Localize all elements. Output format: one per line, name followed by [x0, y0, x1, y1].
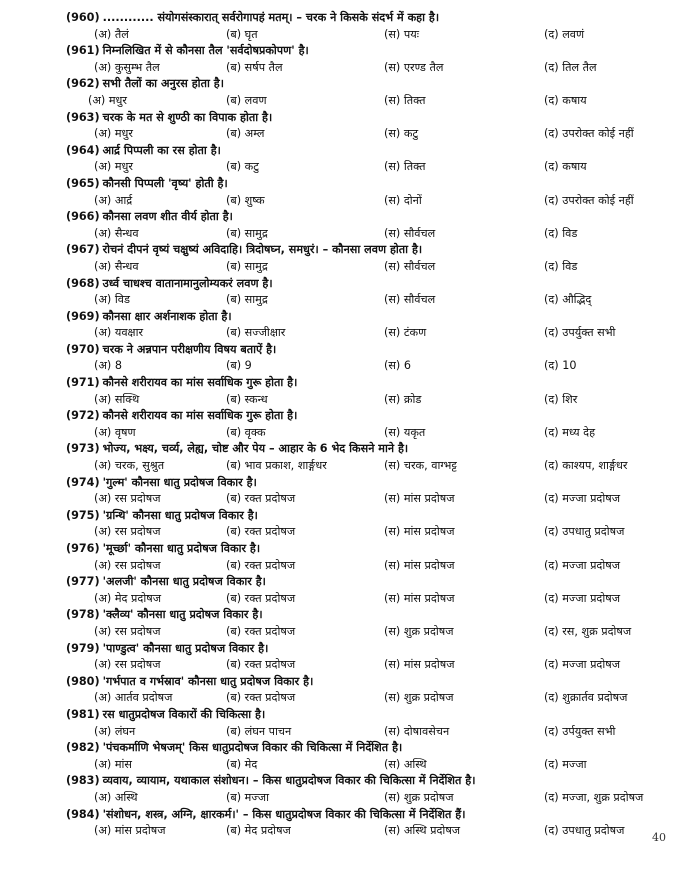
- option-b: (ब) रक्त प्रदोषज: [226, 691, 296, 705]
- option-c: (स) मांस प्रदोषज: [384, 558, 455, 572]
- question-number: (964): [66, 143, 100, 157]
- question-number: (978): [66, 608, 100, 622]
- option-a: (अ) मधुर: [94, 160, 133, 174]
- option-a: (अ) रस प्रदोषज: [94, 658, 161, 672]
- question-line: [66, 508, 666, 525]
- option-a: (अ) मधुर: [88, 93, 127, 107]
- option-c: (स) शुक्र प्रदोषज: [384, 790, 454, 804]
- question-line: [66, 641, 666, 658]
- options-row: [66, 757, 666, 774]
- option-c: (स) कटु: [384, 127, 419, 141]
- option-b: (ब) सामुद्र: [226, 293, 268, 307]
- question-item: [66, 176, 666, 209]
- options-row: [66, 259, 666, 276]
- option-b: (ब) सामुद्र: [226, 226, 268, 240]
- options-row: [66, 458, 666, 475]
- page-number: 40: [652, 831, 666, 844]
- question-line: [66, 176, 666, 193]
- options-row: [66, 591, 666, 608]
- option-c: (स) क्रोड: [384, 392, 422, 406]
- question-item: [66, 740, 666, 773]
- option-b: (ब) लवण: [226, 93, 267, 107]
- option-c: (स) मांस प्रदोषज: [384, 492, 455, 506]
- option-d: (द) विड: [544, 259, 578, 273]
- option-a: (अ) विड: [94, 293, 130, 307]
- option-d: (द) उपधातु प्रदोषज: [544, 824, 625, 838]
- question-text: निम्नलिखित में से कौनसा तैल 'सर्वदोषप्रकोपण' है।: [102, 44, 309, 58]
- option-d: (द) औद्भिद्: [544, 293, 592, 307]
- option-d: (द) मज्जा प्रदोषज: [544, 591, 621, 605]
- options-row: [66, 325, 666, 342]
- options-row: [66, 524, 666, 541]
- question-line: [66, 76, 666, 93]
- option-c: (स) मांस प्रदोषज: [384, 525, 455, 539]
- option-b: (ब) कटु: [226, 160, 259, 174]
- option-b: (ब) रक्त प्रदोषज: [226, 492, 296, 506]
- option-d: (द) मज्जा, शुक्र प्रदोषज: [544, 790, 644, 804]
- options-row: [66, 93, 666, 110]
- option-c: (स) यकृत: [384, 425, 426, 439]
- options-row: [66, 60, 666, 77]
- question-line: [66, 607, 666, 624]
- option-d: (द) मज्जा प्रदोषज: [544, 492, 621, 506]
- option-b: (ब) मेद: [226, 757, 258, 771]
- question-list: [66, 10, 666, 840]
- question-text: रोचनं दीपनं वृष्यं चक्षुष्यं अविदाहि। त्रिदोषघ्न, समधुरं। – कौनसा लवण होता है।: [102, 243, 423, 257]
- question-line: [66, 143, 666, 160]
- option-c: (स) एरण्ड तैल: [384, 60, 444, 74]
- question-text: आर्द्र पिप्पली का रस होता है।: [102, 143, 221, 157]
- option-d: (द) 10: [544, 359, 577, 373]
- option-b: (ब) घृत: [226, 27, 258, 41]
- question-number: (982): [66, 741, 100, 755]
- options-row: [66, 27, 666, 44]
- options-row: [66, 657, 666, 674]
- question-line: [66, 674, 666, 691]
- options-row: [66, 159, 666, 176]
- option-a: (अ) सैन्धव: [94, 226, 139, 240]
- question-line: [66, 740, 666, 757]
- question-text: चरक ने अन्नपान परीक्षणीय विषय बताऐं है।: [102, 342, 277, 356]
- option-a: (अ) अस्थि: [94, 790, 138, 804]
- question-text: 'गुल्म' कौनसा धातु प्रदोषज विकार है।: [102, 475, 257, 489]
- question-number: (975): [66, 508, 100, 522]
- question-item: [66, 408, 666, 441]
- question-item: [66, 773, 666, 806]
- option-c: (स) तिक्त: [384, 160, 426, 174]
- question-number: (984): [66, 807, 100, 821]
- question-line: [66, 342, 666, 359]
- options-row: [66, 558, 666, 575]
- option-a: (अ) सक्थि: [94, 392, 140, 406]
- question-number: (974): [66, 475, 100, 489]
- question-number: (970): [66, 342, 100, 356]
- question-text: रस धातुप्रदोषज विकारों की चिकित्सा है।: [102, 707, 266, 721]
- question-line: [66, 574, 666, 591]
- question-line: [66, 773, 666, 790]
- question-number: (968): [66, 276, 100, 290]
- option-d: (द) लवणं: [544, 27, 585, 41]
- option-a: (अ) रस प्रदोषज: [94, 492, 161, 506]
- question-item: [66, 76, 666, 109]
- question-text: कौनसा क्षार अर्शनाशक होता है।: [102, 309, 232, 323]
- question-line: [66, 441, 666, 458]
- option-a: (अ) रस प्रदोषज: [94, 525, 161, 539]
- question-text: 'ग्रन्थि' कौनसा धातु प्रदोषज विकार है।: [102, 508, 258, 522]
- question-line: [66, 807, 666, 824]
- question-item: [66, 309, 666, 342]
- option-b: (ब) 9: [226, 359, 252, 373]
- question-number: (962): [66, 77, 100, 91]
- option-b: (ब) रक्त प्रदोषज: [226, 558, 296, 572]
- question-number: (966): [66, 210, 100, 224]
- options-row: [66, 690, 666, 707]
- question-line: [66, 408, 666, 425]
- option-d: (द) मध्य देह: [544, 425, 596, 439]
- question-number: (979): [66, 641, 100, 655]
- question-item: [66, 508, 666, 541]
- question-item: [66, 607, 666, 640]
- option-d: (द) मज्जा प्रदोषज: [544, 558, 621, 572]
- question-item: [66, 475, 666, 508]
- question-item: [66, 342, 666, 375]
- option-b: (ब) अम्ल: [226, 127, 265, 141]
- question-number: (973): [66, 442, 100, 456]
- question-item: [66, 276, 666, 309]
- option-b: (ब) सज्जीक्षार: [226, 326, 286, 340]
- question-text: 'पंचकर्माणि भेषजम्' किस धातुप्रदोषज विकार की चिकित्सा में निर्देशित है।: [102, 741, 403, 755]
- question-item: [66, 674, 666, 707]
- question-item: [66, 110, 666, 143]
- option-c: (स) सौर्वचल: [384, 293, 436, 307]
- question-text: 'क्लैव्य' कौनसा धातु प्रदोषज विकार है।: [102, 608, 263, 622]
- option-d: (द) रस, शुक्र प्रदोषज: [544, 624, 632, 638]
- option-d: (द) शिर: [544, 392, 578, 406]
- option-a: (अ) आर्द्र: [94, 193, 133, 207]
- option-d: (द) मज्जा: [544, 757, 587, 771]
- question-number: (965): [66, 176, 100, 190]
- question-item: [66, 10, 666, 43]
- option-c: (स) अस्थि: [384, 757, 427, 771]
- option-c: (स) सौर्वचल: [384, 259, 436, 273]
- option-a: (अ) रस प्रदोषज: [94, 624, 161, 638]
- options-row: [66, 292, 666, 309]
- option-b: (ब) शुष्क: [226, 193, 265, 207]
- option-c: (स) 6: [384, 359, 411, 373]
- question-text: 'मूर्च्छा' कौनसा धातु प्रदोषज विकार है।: [102, 542, 261, 555]
- question-text: कौनसा लवण शीत वीर्य होता है।: [102, 210, 233, 224]
- question-item: [66, 209, 666, 242]
- question-text: चरक के मत से शुण्ठी का विपाक होता है।: [102, 110, 273, 124]
- question-item: [66, 541, 666, 574]
- option-c: (स) तिक्त: [384, 93, 426, 107]
- question-line: [66, 707, 666, 724]
- option-b: (ब) सर्षप तैल: [226, 60, 283, 74]
- question-number: (967): [66, 243, 100, 257]
- option-a: (अ) कुसुम्भ तैल: [94, 60, 160, 74]
- question-text: 'संशोधन, शस्त्र, अग्नि, क्षारकर्म।' – किस धातुप्रदोषज विकार की चिकित्सा में निर्देशित हैं।: [102, 807, 466, 821]
- question-line: [66, 475, 666, 492]
- options-row: [66, 126, 666, 143]
- option-a: (अ) आर्तव प्रदोषज: [94, 691, 173, 705]
- option-c: (स) अस्थि प्रदोषज: [384, 824, 461, 838]
- question-item: [66, 641, 666, 674]
- options-row: [66, 823, 666, 840]
- option-b: (ब) लंघन पाचन: [226, 724, 292, 738]
- option-b: (ब) मज्जा: [226, 790, 269, 804]
- option-a: (अ) मांस: [94, 757, 132, 771]
- option-a: (अ) तैलं: [94, 27, 129, 41]
- question-line: [66, 309, 666, 326]
- option-b: (ब) सामुद्र: [226, 259, 268, 273]
- question-item: [66, 574, 666, 607]
- option-b: (ब) मेद प्रदोषज: [226, 824, 291, 838]
- options-row: [66, 392, 666, 409]
- options-row: [66, 491, 666, 508]
- question-number: (983): [66, 774, 100, 788]
- options-row: [66, 193, 666, 210]
- options-row: [66, 358, 666, 375]
- question-item: [66, 143, 666, 176]
- question-line: [66, 375, 666, 392]
- question-text: सभी तैलों का अनुरस होता है।: [102, 77, 224, 91]
- option-a: (अ) मधुर: [94, 127, 133, 141]
- question-text: कौनसे शरीरायव का मांस सर्वाधिक गुरू होता है।: [102, 376, 298, 390]
- option-b: (ब) रक्त प्रदोषज: [226, 525, 296, 539]
- option-d: (द) उपधातु प्रदोषज: [544, 525, 625, 539]
- option-d: (द) तिल तैल: [544, 60, 597, 74]
- options-row: [66, 425, 666, 442]
- option-d: (द) कषाय: [544, 160, 587, 174]
- question-line: [66, 276, 666, 293]
- options-row: [66, 226, 666, 243]
- options-row: [66, 624, 666, 641]
- option-b: (ब) रक्त प्रदोषज: [226, 591, 296, 605]
- question-item: [66, 242, 666, 275]
- option-c: (स) टंकण: [384, 326, 427, 340]
- question-item: [66, 375, 666, 408]
- option-c: (स) शुक्र प्रदोषज: [384, 691, 454, 705]
- option-d: (द) काश्यप, शार्ङ्गधर: [544, 459, 628, 473]
- option-a: (अ) 8: [94, 359, 122, 373]
- option-d: (द) मज्जा प्रदोषज: [544, 658, 621, 672]
- question-text: भोज्य, भक्ष्य, चर्व्य, लेह्य, चोष्ट और पेय – आहार के 6 भेद किसने माने है।: [102, 442, 409, 456]
- option-a: (अ) लंघन: [94, 724, 136, 738]
- question-text: ............ संयोगसंस्कारात् सर्वरोगापहं मतम्। – चरक ने किसके संदर्भ में कहा है।: [102, 11, 440, 24]
- option-b: (ब) भाव प्रकाश, शार्ङ्गधर: [226, 459, 327, 473]
- question-line: [66, 242, 666, 259]
- question-number: (981): [66, 707, 100, 721]
- option-d: (द) शुक्रार्तव प्रदोषज: [544, 691, 628, 705]
- question-number: (961): [66, 44, 100, 58]
- question-line: [66, 209, 666, 226]
- option-c: (स) चरक, वाग्भट्ट: [384, 459, 457, 473]
- option-b: (ब) स्कन्ध: [226, 392, 268, 406]
- question-text: 'गर्भपात व गर्भस्राव' कौनसा धातु प्रदोषज विकार है।: [102, 674, 314, 688]
- question-text: कौनसे शरीरायव का मांस सर्वाधिक गुरू होता है।: [102, 409, 298, 423]
- option-d: (द) विड: [544, 226, 578, 240]
- question-text: कौनसी पिप्पली 'वृष्य' होती है।: [102, 176, 228, 190]
- question-line: [66, 541, 666, 558]
- question-number: (963): [66, 110, 100, 124]
- question-number: (972): [66, 409, 100, 423]
- option-d: (द) उपरोक्त कोई नहीं: [544, 193, 634, 207]
- option-a: (अ) मेद प्रदोषज: [94, 591, 161, 605]
- question-item: [66, 707, 666, 740]
- question-number: (960): [66, 11, 100, 24]
- option-c: (स) दोनों: [384, 193, 422, 207]
- option-a: (अ) मांस प्रदोषज: [94, 824, 166, 838]
- question-text: उर्ध्व चाधश्च वातानामानुलोम्यकरं लवण है।: [102, 276, 273, 290]
- option-d: (द) उपरोक्त कोई नहीं: [544, 127, 634, 141]
- question-text: 'पाण्डुत्व' कौनसा धातु प्रदोषज विकार है।: [102, 641, 269, 655]
- question-item: [66, 807, 666, 840]
- option-b: (ब) वृक्क: [226, 425, 266, 439]
- question-line: [66, 110, 666, 127]
- question-line: [66, 10, 666, 27]
- option-a: (अ) रस प्रदोषज: [94, 558, 161, 572]
- option-c: (स) पयः: [384, 27, 419, 41]
- option-a: (अ) चरक, सुश्रुत: [94, 459, 165, 473]
- option-b: (ब) रक्त प्रदोषज: [226, 658, 296, 672]
- question-text: व्यवाय, व्यायाम, यथाकाल संशोधन। – किस धातुप्रदोषज विकार की चिकित्सा में निर्देशित है।: [102, 774, 476, 788]
- options-row: [66, 790, 666, 807]
- question-number: (977): [66, 575, 100, 589]
- option-c: (स) मांस प्रदोषज: [384, 658, 455, 672]
- option-c: (स) मांस प्रदोषज: [384, 591, 455, 605]
- question-item: [66, 441, 666, 474]
- question-number: (969): [66, 309, 100, 323]
- question-number: (980): [66, 674, 100, 688]
- option-d: (द) उपर्युक्त सभी: [544, 326, 616, 340]
- question-text: 'अलजी' कौनसा धातु प्रदोषज विकार है।: [102, 575, 266, 589]
- option-d: (द) उर्पयुक्त सभी: [544, 724, 616, 738]
- option-c: (स) दोषावसेचन: [384, 724, 450, 738]
- option-c: (स) शुक्र प्रदोषज: [384, 624, 454, 638]
- option-a: (अ) वृषण: [94, 425, 136, 439]
- question-line: [66, 43, 666, 60]
- options-row: [66, 724, 666, 741]
- option-b: (ब) रक्त प्रदोषज: [226, 624, 296, 638]
- question-number: (976): [66, 542, 100, 555]
- question-number: (971): [66, 376, 100, 390]
- question-item: [66, 43, 666, 76]
- option-d: (द) कषाय: [544, 93, 587, 107]
- option-a: (अ) यवक्षार: [94, 326, 144, 340]
- option-c: (स) सौर्वचल: [384, 226, 436, 240]
- option-a: (अ) सैन्धव: [94, 259, 139, 273]
